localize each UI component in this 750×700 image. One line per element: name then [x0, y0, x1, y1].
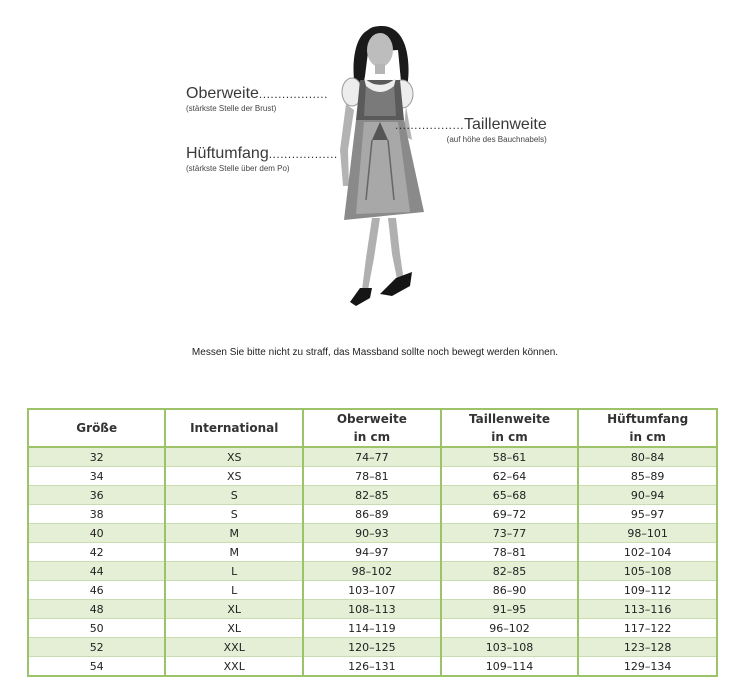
cell-international: XS	[165, 447, 303, 467]
cell-bust: 86–89	[303, 505, 441, 524]
cell-bust: 82–85	[303, 486, 441, 505]
cell-waist: 103–108	[441, 638, 579, 657]
cell-bust: 126–131	[303, 657, 441, 677]
cell-bust: 108–113	[303, 600, 441, 619]
cell-waist: 69–72	[441, 505, 579, 524]
cell-international: L	[165, 562, 303, 581]
cell-size: 34	[28, 467, 165, 486]
cell-hip: 85–89	[578, 467, 717, 486]
cell-hip: 129–134	[578, 657, 717, 677]
cell-hip: 105–108	[578, 562, 717, 581]
cell-bust: 114–119	[303, 619, 441, 638]
header-waist-line1: Taillenweite	[468, 412, 550, 426]
cell-waist: 65–68	[441, 486, 579, 505]
cell-waist: 82–85	[441, 562, 579, 581]
cell-bust: 94–97	[303, 543, 441, 562]
header-hip	[578, 409, 717, 447]
table-row	[28, 600, 717, 619]
cell-bust: 78–81	[303, 467, 441, 486]
table-row	[28, 562, 717, 581]
cell-waist: 91–95	[441, 600, 579, 619]
cell-bust: 120–125	[303, 638, 441, 657]
bust-hint: (stärkste Stelle der Brust)	[186, 104, 277, 113]
bust-dots: ..................	[258, 87, 328, 101]
header-size: Größe	[28, 409, 165, 447]
hip-hint: (stärkste Stelle über dem Po)	[186, 164, 290, 173]
cell-hip: 90–94	[578, 486, 717, 505]
table-row	[28, 581, 717, 600]
model-photo	[0, 0, 750, 320]
size-chart-body	[28, 447, 717, 676]
cell-size: 50	[28, 619, 165, 638]
header-international: International	[165, 409, 303, 447]
cell-waist: 96–102	[441, 619, 579, 638]
size-chart-table	[27, 408, 718, 677]
cell-size: 54	[28, 657, 165, 677]
cell-hip: 123–128	[578, 638, 717, 657]
table-row	[28, 619, 717, 638]
table-row	[28, 505, 717, 524]
bust-measurement-label	[186, 86, 328, 113]
header-hip-line2: in cm	[629, 430, 666, 444]
table-row	[28, 524, 717, 543]
cell-international: S	[165, 486, 303, 505]
table-row	[28, 543, 717, 562]
table-row	[28, 447, 717, 467]
cell-hip: 113–116	[578, 600, 717, 619]
cell-waist: 86–90	[441, 581, 579, 600]
cell-hip: 109–112	[578, 581, 717, 600]
cell-size: 42	[28, 543, 165, 562]
cell-size: 38	[28, 505, 165, 524]
cell-hip: 80–84	[578, 447, 717, 467]
table-header-row	[28, 409, 717, 447]
cell-size: 52	[28, 638, 165, 657]
waist-hint: (auf höhe des Bauchnabels)	[446, 135, 547, 144]
cell-international: XS	[165, 467, 303, 486]
cell-waist: 78–81	[441, 543, 579, 562]
table-row	[28, 486, 717, 505]
header-bust	[303, 409, 441, 447]
cell-bust: 98–102	[303, 562, 441, 581]
cell-size: 36	[28, 486, 165, 505]
cell-international: M	[165, 524, 303, 543]
header-bust-line1: Oberweite	[336, 412, 407, 426]
cell-waist: 62–64	[441, 467, 579, 486]
table-row	[28, 657, 717, 677]
cell-waist: 109–114	[441, 657, 579, 677]
cell-international: XXL	[165, 638, 303, 657]
cell-size: 44	[28, 562, 165, 581]
cell-international: S	[165, 505, 303, 524]
cell-hip: 102–104	[578, 543, 717, 562]
measuring-note: Messen Sie bitte nicht zu straff, das Massband sollte noch bewegt werden können.	[191, 347, 559, 358]
header-waist	[441, 409, 579, 447]
waist-label: Taillenweite	[464, 116, 547, 133]
table-row	[28, 638, 717, 657]
cell-international: XXL	[165, 657, 303, 677]
cell-size: 46	[28, 581, 165, 600]
cell-bust: 74–77	[303, 447, 441, 467]
header-bust-line2: in cm	[353, 430, 391, 444]
hip-label: Hüftumfang	[186, 145, 269, 162]
waist-measurement-label	[395, 117, 547, 144]
header-hip-line1: Hüftumfang	[607, 412, 689, 426]
cell-size: 48	[28, 600, 165, 619]
cell-hip: 95–97	[578, 505, 717, 524]
cell-size: 32	[28, 447, 165, 467]
cell-bust: 90–93	[303, 524, 441, 543]
cell-bust: 103–107	[303, 581, 441, 600]
bust-label: Oberweite	[186, 85, 259, 102]
hip-dots: ..................	[268, 147, 338, 161]
table-row	[28, 467, 717, 486]
header-waist-line2: in cm	[491, 430, 528, 444]
measurement-figure	[0, 0, 750, 320]
cell-international: M	[165, 543, 303, 562]
hip-measurement-label	[186, 146, 338, 173]
cell-size: 40	[28, 524, 165, 543]
cell-waist: 58–61	[441, 447, 579, 467]
cell-hip: 98–101	[578, 524, 717, 543]
cell-hip: 117–122	[578, 619, 717, 638]
cell-international: XL	[165, 600, 303, 619]
waist-dots: ..................	[395, 118, 465, 132]
cell-international: XL	[165, 619, 303, 638]
cell-waist: 73–77	[441, 524, 579, 543]
cell-international: L	[165, 581, 303, 600]
